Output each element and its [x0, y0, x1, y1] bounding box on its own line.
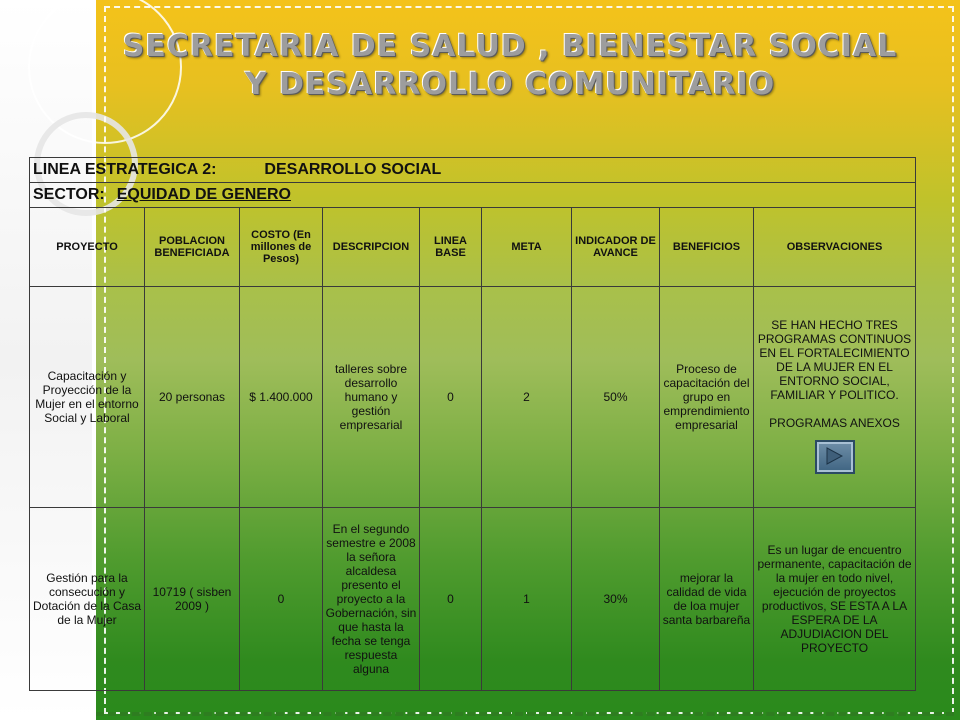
programas-anexos-label: PROGRAMAS ANEXOS — [769, 415, 900, 430]
sector-label: SECTOR: — [33, 186, 105, 203]
cell-linea-base: 0 — [420, 508, 482, 691]
col-header-costo: COSTO (En millones de Pesos) — [240, 208, 323, 287]
col-header-descripcion: DESCRIPCION — [323, 208, 420, 287]
cell-linea-base: 0 — [420, 287, 482, 508]
linea-row — [30, 158, 916, 183]
table-row — [30, 508, 916, 691]
strategy-table — [29, 157, 916, 691]
cell-observaciones: Es un lugar de encuentro permanente, capacitación de la mujer en todo nivel, ejecución de proyectos productivos, SE ESTA A LA ESPERA DE LA ADJUDIACION DEL PROYECTO — [754, 508, 916, 691]
cell-meta: 2 — [482, 287, 572, 508]
col-header-poblacion: POBLACION BENEFICIADA — [145, 208, 240, 287]
cell-costo: 0 — [240, 508, 323, 691]
col-header-proyecto: PROYECTO — [30, 208, 145, 287]
bottom-dashed-line — [96, 712, 954, 716]
sector-row — [30, 183, 916, 208]
cell-indicador: 30% — [572, 508, 660, 691]
linea-label: LINEA ESTRATEGICA 2: — [33, 161, 217, 178]
play-icon — [825, 447, 843, 465]
col-header-observaciones: OBSERVACIONES — [754, 208, 916, 287]
cell-beneficios: mejorar la calidad de vida de loa mujer santa barbareña — [660, 508, 754, 691]
linea-value: DESARROLLO SOCIAL — [264, 161, 442, 178]
strategy-table-container — [29, 157, 915, 691]
column-header-row — [30, 208, 916, 287]
cell-beneficios: Proceso de capacitación del grupo en emprendimiento empresarial — [660, 287, 754, 508]
sector-cell — [30, 183, 916, 208]
cell-poblacion: 20 personas — [145, 287, 240, 508]
col-header-indicador: INDICADOR DE AVANCE — [572, 208, 660, 287]
page-title — [110, 28, 910, 104]
cell-observaciones — [754, 287, 916, 508]
linea-cell — [30, 158, 916, 183]
title-line-1: SECRETARIA DE SALUD , BIENESTAR SOCIAL — [122, 29, 898, 64]
cell-descripcion: talleres sobre desarrollo humano y gestión empresarial — [323, 287, 420, 508]
cell-poblacion: 10719 ( sisben 2009 ) — [145, 508, 240, 691]
cell-costo: $ 1.400.000 — [240, 287, 323, 508]
play-button[interactable] — [815, 440, 855, 474]
observaciones-text: SE HAN HECHO TRES PROGRAMAS CONTINUOS EN EL FORTALECIMIENTO DE LA MUJER EN EL ENTORNO SOCIAL, FAMILIAR Y POLITICO. — [757, 317, 912, 402]
cell-proyecto: Capacitación y Proyección de la Mujer en el entorno Social y Laboral — [30, 287, 145, 508]
cell-meta: 1 — [482, 508, 572, 691]
title-line-2: Y DESARROLLO COMUNITARIO — [244, 67, 776, 102]
cell-descripcion: En el segundo semestre e 2008 la señora alcaldesa presento el proyecto a la Gobernación, sin que hasta la fecha se tenga respuesta alguna — [323, 508, 420, 691]
sector-value: EQUIDAD DE GENERO — [116, 186, 291, 203]
cell-indicador: 50% — [572, 287, 660, 508]
col-header-beneficios: BENEFICIOS — [660, 208, 754, 287]
table-row — [30, 287, 916, 508]
col-header-linea-base: LINEA BASE — [420, 208, 482, 287]
col-header-meta: META — [482, 208, 572, 287]
cell-proyecto: Gestión para la consecución y Dotación de la Casa de la Mujer — [30, 508, 145, 691]
